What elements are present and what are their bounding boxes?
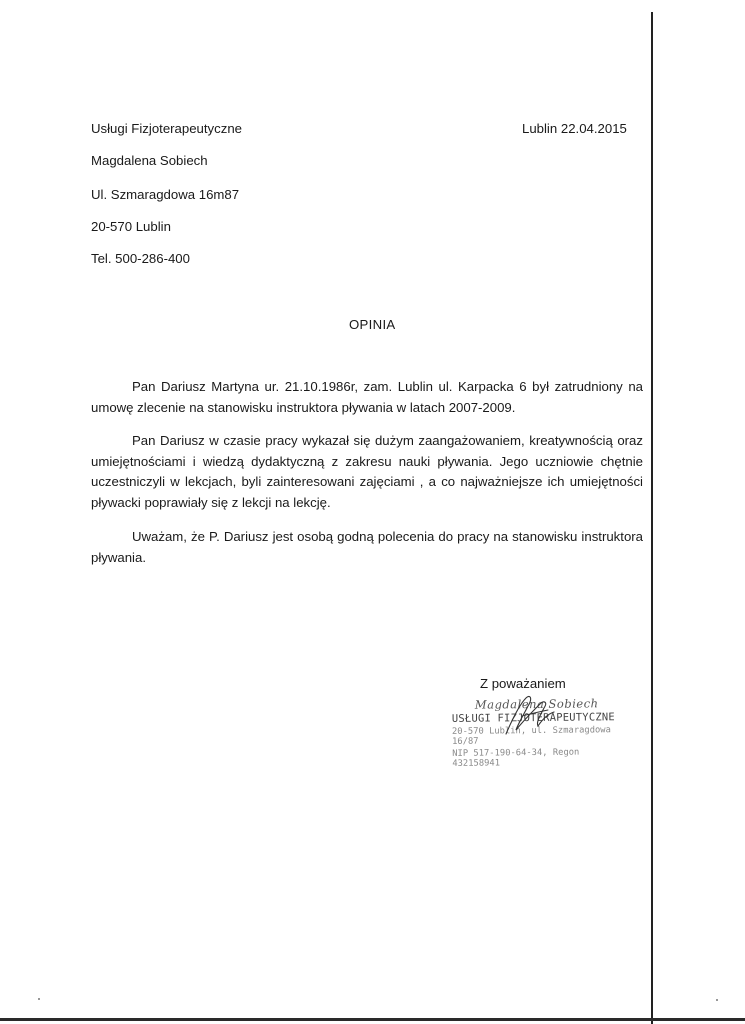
handwritten-signature: [478, 690, 578, 740]
sender-city: 20-570 Lublin: [91, 219, 171, 234]
document-title: OPINIA: [349, 317, 396, 332]
stamp-line-address: 20-570 Lublin, ul. Szmaragdowa 16/87: [451, 725, 611, 747]
scan-speck: [38, 998, 40, 1000]
stamp-line-ids: NIP 517-190-64-34, Regon 432158941: [452, 747, 580, 769]
stamp-name: Magdalena Sobiech: [474, 696, 599, 712]
sender-street: Ul. Szmaragdowa 16m87: [91, 187, 240, 202]
stamp-line-company: USŁUGI FIZJOTERAPEUTYCZNE: [451, 711, 615, 725]
paragraph-recommendation: Uważam, że P. Dariusz jest osobą godną polecenia do pracy na stanowisku instruktora pływania.: [91, 529, 643, 565]
paragraph-performance: Pan Dariusz w czasie pracy wykazał się dużym zaangażowaniem, kreatywnością oraz umiejętnościami i wiedzą dydaktyczną z zakresu nauki pływania. Jego uczniowie chętnie uczestniczyli w lekcjach, byli zainteresowani zajęciami , a co najważniejsze ich umiejętności pływacki poprawiały się z lekcji na lekcję.: [91, 433, 643, 510]
sender-company: Usługi Fizjoterapeutyczne: [91, 121, 242, 136]
scan-bottom-line: [0, 1018, 745, 1021]
closing-text: Z poważaniem: [480, 676, 566, 691]
scan-edge-line: [651, 12, 653, 1024]
place-date: Lublin 22.04.2015: [522, 121, 627, 136]
sender-name: Magdalena Sobiech: [91, 153, 208, 168]
paragraph-employment: Pan Dariusz Martyna ur. 21.10.1986r, zam. Lublin ul. Karpacka 6 był zatrudniony na umowę zlecenie na stanowisku instruktora pływania w latach 2007-2009.: [91, 379, 643, 415]
scan-speck: [716, 999, 718, 1001]
sender-phone: Tel. 500-286-400: [91, 251, 190, 266]
